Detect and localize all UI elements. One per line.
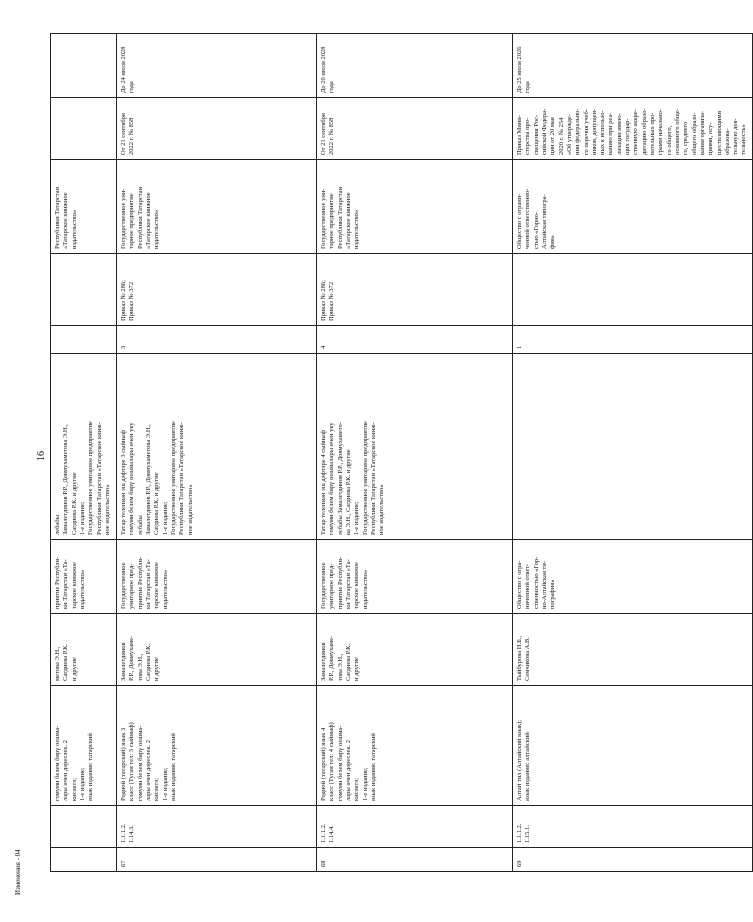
cell-line: От 21 сентября (320, 113, 327, 155)
cell-line: образова- (723, 128, 731, 155)
cell-line: әсбабы Замалетдинов Р.Р., Довмухамето- (336, 422, 344, 535)
cell-line: лебабы (54, 515, 61, 535)
cell-line: лары өчен дәреслек. 2 (62, 739, 70, 801)
cell-line: ки Татарстан «Та- (144, 559, 152, 609)
cell-line: Государственное уни- (320, 188, 327, 249)
rotated-table-wrapper (50, 34, 748, 872)
cell-line: го общего, (665, 125, 673, 155)
cell-line: класс (Туган тел: 4 сыйныф) (328, 722, 336, 801)
cell-line: Замалетдинов (120, 642, 127, 681)
cell-line: сийской Федера- (540, 108, 548, 155)
cell-line: приятие Республи- (136, 556, 144, 609)
cell-order (51, 254, 117, 326)
cell-line: метова Э.Н., (54, 646, 61, 681)
cell-line: язык издания: татарский (169, 733, 177, 801)
cell-line: вательных про- (649, 112, 656, 155)
cell-line: года (328, 81, 336, 93)
cell-line: Государственное (120, 562, 127, 609)
cell-line: ществляющими (715, 111, 723, 155)
cell-title (513, 686, 753, 806)
cell-line: гомуми белем бирү оешма- (136, 725, 144, 801)
cell-line: ва Э.Н., Сагдиева Р.К. и другие (344, 449, 352, 535)
cell-line: ников, допущен- (590, 108, 598, 155)
cell-line: го, среднего (682, 121, 690, 155)
cell-line: Замалетдинов Р.Р., Довмухаметова Э.Н., (144, 424, 152, 535)
cell-line: издательство» (353, 209, 361, 249)
cell-line: това Э.Н., (336, 653, 344, 681)
cell-line: вания организа- (698, 110, 706, 155)
cell-code: 1.1.1.2. 1.14.3. (117, 806, 317, 848)
textbook-table (50, 33, 753, 872)
cell-org (317, 160, 513, 254)
cell-line: гомуми белем бирү оешма- (54, 725, 61, 801)
cell-line: Алтайская типогра- (540, 194, 548, 249)
cell-org (513, 160, 753, 254)
cell-line: Родной (татарский) язык 4 (320, 727, 327, 801)
cell-line: Приказ Мини- (516, 115, 523, 155)
cell-line: 2022 г. № 858 (128, 117, 136, 155)
cell-line: дитацию образо- (640, 108, 648, 155)
cell-line: кисәктә; (70, 777, 78, 801)
cell-line: кисәктә; (353, 777, 361, 801)
cell-line: Республики Татарстан (54, 187, 61, 249)
cell-line: Республики Татарстан «Татарское книж- (95, 422, 103, 535)
cell-line: 1-е издание; (353, 501, 361, 535)
cell-num: 68 (317, 848, 513, 872)
cell-line: пография» (549, 579, 557, 609)
cell-title (117, 686, 317, 806)
cell-line: унитарное пред- (128, 563, 136, 609)
cell-date (51, 98, 117, 160)
cell-line: Сагдиева Р.К. (144, 643, 152, 681)
cell-line: язык издания: алтайский (524, 732, 532, 801)
cell-line: гомуми белем бирү оешмалары өчен уку (128, 422, 136, 535)
cell-line: тарское книжное (153, 562, 161, 609)
cell-line: 2020 г. № 254 (557, 117, 565, 155)
cell-line: Сагдиева Р.К. (62, 643, 70, 681)
cell-line: Татар теленнән эш дәфтәре 3 сыйныф (120, 430, 127, 535)
cell-line: «Об утвержде- (565, 114, 573, 155)
cell-line: приятие Республи- (336, 556, 344, 609)
cell-line: Сагдиева Р.К. и другие (70, 472, 78, 535)
cell-line: тарское книжное (70, 562, 78, 609)
cell-line: Семчикова А.В. (524, 636, 532, 681)
cell-line: ченной ответственно- (524, 188, 532, 249)
cell-line: грамм начально- (657, 108, 665, 155)
cell-details (513, 354, 753, 540)
cell-line: Татар теленнән эш дәфтәре 4 сыйныф (320, 430, 327, 535)
cell-line: нии федерально- (574, 108, 582, 155)
cell-line: стерства про- (524, 117, 532, 155)
cell-line: гомуми белем бирү оешмалары өчен уку (328, 422, 336, 535)
cell-line: 1-е издание; (78, 501, 86, 535)
cell-line: и другие (353, 657, 361, 681)
cell-line: ции от 20 мая (549, 117, 557, 155)
table-row (51, 34, 117, 872)
cell-line: издательство» (78, 569, 86, 609)
cell-line: унитарное пред- (328, 563, 336, 609)
cell-line: гомуми белем бирү оешма- (336, 725, 344, 801)
cell-line: Р.Р., Довмухаме- (328, 635, 336, 681)
cell-date (117, 98, 317, 160)
cell-line: Алтай тил (Алтайский язык); (516, 719, 523, 801)
cell-line: приятие Республи- (54, 556, 61, 609)
cell-line: тарное предприятие (128, 193, 136, 249)
cell-count: 4 (317, 326, 513, 354)
cell-line: тарское книжное (353, 562, 361, 609)
cell-line: Государственное унитарное предприятие (169, 421, 177, 535)
cell-title (317, 686, 513, 806)
cell-line: ки Татарстан «Та- (344, 559, 352, 609)
cell-line: и другие (70, 657, 78, 681)
cell-line: Общество с огра- (516, 560, 523, 609)
cell-line: Р.Р., Довмухаме- (128, 635, 136, 681)
cell-line: язык издания: татарский (369, 733, 377, 801)
cell-line: Приказ № 372 (128, 281, 136, 321)
cell-line: кисәктә; (153, 777, 161, 801)
cell-line: Государственное унитарное предприятие (361, 421, 369, 535)
footer-note: Изменения - 04 (14, 849, 22, 895)
cell-line: ное издательство» (103, 484, 111, 535)
cell-line: Тыйбурова Н.Б., (516, 635, 523, 681)
cell-line: Государственное унитарное предприятие (87, 421, 95, 535)
cell-publisher (117, 540, 317, 614)
cell-line: но-Алтайская ти- (540, 560, 548, 609)
cell-line: издательство» (153, 209, 161, 249)
table-row (513, 34, 753, 872)
cell-line: Приказ № 372 (328, 281, 336, 321)
cell-line: лары өчен дәреслек. 2 (344, 739, 352, 801)
cell-authors (117, 614, 317, 686)
cell-org (117, 160, 317, 254)
cell-count (51, 326, 117, 354)
cell-line: Сагдиева Р.К. и другие (153, 472, 161, 535)
cell-line: тельность» (740, 124, 748, 155)
cell-publisher (513, 540, 753, 614)
cell-line: Замалетдинов (320, 642, 327, 681)
cell-line: года (524, 81, 532, 93)
cell-publisher (51, 540, 117, 614)
cell-line: От 21 сентября (120, 113, 127, 155)
cell-line: Приказ № 286; (320, 280, 327, 321)
cell-code: 1.1.1.2. 1.15.1. (513, 806, 753, 848)
cell-line: Сагдиева Р.К. (344, 643, 352, 681)
table-row (317, 34, 513, 872)
cell-line: Государственное уни- (120, 188, 127, 249)
cell-line: циями, осу- (707, 122, 715, 155)
cell-authors (51, 614, 117, 686)
cell-line: Общество с ограни- (516, 193, 523, 249)
cell-publisher (317, 540, 513, 614)
cell-deadline (117, 34, 317, 98)
cell-line: Замалетдинов Р.Р., Довмухаметова Э.Н., (62, 424, 70, 535)
cell-line: До 20 июля 2028 (320, 46, 327, 93)
cell-line: общего образо- (690, 112, 698, 155)
cell-line: ственную аккре- (632, 109, 640, 155)
cell-line: стью «Горно- (532, 211, 540, 249)
cell-line: «Татарское книжное (144, 192, 152, 249)
cell-line: ных к использо- (599, 110, 607, 155)
cell-line: Республики Татарстан «Татарское книж- (178, 422, 186, 535)
cell-num: 67 (117, 848, 317, 872)
cell-line: щих государ- (624, 118, 632, 155)
cell-details (117, 354, 317, 540)
cell-line: основного обще- (673, 108, 681, 155)
cell-line: Республики Татарстан (336, 187, 344, 249)
cell-line: класс (Туган тел: 3 сыйныф) (128, 722, 136, 801)
cell-org (51, 160, 117, 254)
cell-line: ки Татарстан «Та- (62, 559, 70, 609)
cell-authors (317, 614, 513, 686)
cell-details (317, 354, 513, 540)
cell-deadline (513, 34, 753, 98)
cell-order (317, 254, 513, 326)
cell-details (51, 354, 117, 540)
cell-line: тельную дея- (732, 118, 740, 155)
cell-deadline (317, 34, 513, 98)
cell-line: издательство» (70, 209, 78, 249)
cell-line: това Э.Н., (136, 653, 144, 681)
cell-line: 1-е издание; (78, 767, 86, 801)
cell-line: язык издания: татарский (87, 733, 95, 801)
cell-line: 2022 г. № 858 (328, 117, 336, 155)
cell-count: 1 (513, 326, 753, 354)
cell-line: 1-е издание; (361, 767, 369, 801)
cell-line: 1-е издание; (161, 501, 169, 535)
cell-line: Республики Татарстан «Татарское книж- (369, 422, 377, 535)
cell-line: До 25 июля 2026 (516, 46, 523, 93)
cell-line: года (128, 81, 136, 93)
cell-line: ниченной ответ- (524, 563, 532, 609)
cell-line: ное издательство» (378, 484, 386, 535)
cell-code (51, 806, 117, 848)
cell-date (513, 98, 753, 160)
cell-line: и другие (153, 657, 161, 681)
cell-line: До 24 июля 2028 (120, 46, 127, 93)
cell-line: ное издательство» (186, 484, 194, 535)
cell-line: издательство» (361, 569, 369, 609)
cell-line: «Татарское книжное (344, 192, 352, 249)
cell-line: свещения Рос- (532, 114, 540, 155)
cell-line: лары өчен дәреслек. 2 (144, 739, 152, 801)
cell-count: 3 (117, 326, 317, 354)
cell-line: тарное предприятие (328, 193, 336, 249)
cell-num: 69 (513, 848, 753, 872)
cell-line: ственностью «Гор- (532, 556, 540, 609)
cell-title (51, 686, 117, 806)
cell-line: Государственное (320, 562, 327, 609)
table-row (117, 34, 317, 872)
cell-line: го перечня учеб- (582, 109, 590, 155)
cell-line: фия» (549, 235, 557, 249)
cell-order (117, 254, 317, 326)
cell-line: «Татарское книжное (62, 192, 70, 249)
cell-line: издательство» (161, 569, 169, 609)
cell-order (513, 254, 753, 326)
cell-date (317, 98, 513, 160)
cell-line: ванию при реа- (607, 112, 615, 155)
cell-line: 1-е издание; (161, 767, 169, 801)
cell-line: әсбабы (136, 515, 144, 535)
cell-line: лизации имею- (615, 113, 623, 155)
cell-num (51, 848, 117, 872)
page-number: 16 (36, 451, 47, 461)
cell-line: Республики Татарстан (136, 187, 144, 249)
cell-line: Приказ № 286; (120, 280, 127, 321)
cell-line: Родной (татарский) язык 3 (120, 727, 127, 801)
cell-authors (513, 614, 753, 686)
cell-code: 1.1.1.2. 1.14.4. (317, 806, 513, 848)
cell-deadline (51, 34, 117, 98)
